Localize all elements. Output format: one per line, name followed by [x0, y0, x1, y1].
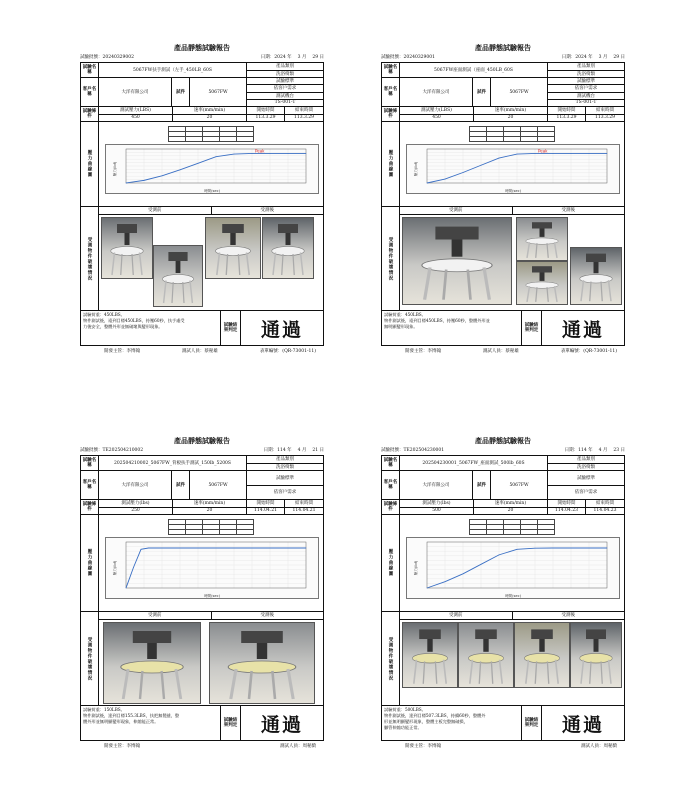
- speed-value: 20: [206, 508, 213, 514]
- note-line: 試驗荷重：500LBS。: [384, 707, 426, 712]
- condition-label: 試驗條件: [81, 500, 99, 514]
- tester-sign: 測試人員：周秘騎: [280, 744, 316, 749]
- peak-annotation: Peak: [255, 148, 265, 154]
- start-value: 113.3.29: [255, 115, 276, 121]
- series-point: [427, 588, 428, 589]
- load-label: 測試壓力(LBS): [400, 107, 473, 115]
- pressure-chart: [400, 515, 624, 611]
- series-point: [216, 156, 217, 157]
- series-point: [589, 153, 590, 154]
- chart-label: 壓力曲線圖: [388, 549, 393, 577]
- after-label: 受測後: [513, 612, 625, 620]
- report-meta: [80, 447, 324, 455]
- test-photo: [514, 622, 570, 688]
- series-point: [481, 564, 482, 565]
- sample-label: 試驗名稱: [81, 63, 99, 77]
- photo-area: [99, 215, 323, 310]
- test-photo: [153, 245, 203, 307]
- end-label: 結束時間: [285, 107, 323, 115]
- start-value: 114.04.21: [254, 508, 277, 514]
- model-label: 試件: [172, 78, 190, 106]
- sample-label: 試驗名稱: [382, 63, 400, 77]
- before-label: 受測前: [99, 612, 212, 620]
- model-value: 5067FW: [190, 471, 247, 499]
- form-number: 表單編號：(QR-73001-11): [560, 349, 617, 354]
- note-line: 物件測試後，達到目標155.3LBS，扶把無製縫，整: [83, 713, 180, 718]
- series-point: [126, 183, 127, 184]
- result-stamp: 通過: [260, 713, 303, 736]
- series-point: [571, 153, 572, 154]
- y-axis-label: 壓力(lbf): [414, 560, 418, 576]
- series-point: [126, 588, 127, 589]
- sample-label: 試驗名稱: [81, 456, 99, 470]
- machine-label: 測試機台: [548, 93, 624, 100]
- y-axis-label: 壓力(lbf): [113, 161, 117, 177]
- note-line: 物件測試後，遠到目標450LBS，持壓60秒，扶手處受: [83, 318, 185, 323]
- series-point: [553, 153, 554, 154]
- series-point: [276, 548, 277, 549]
- standard-label: 試驗標準: [548, 471, 624, 486]
- report-table: [80, 62, 324, 346]
- series-point: [234, 154, 235, 155]
- category-value: 洗浴椅類: [276, 71, 294, 77]
- standard-label: 試驗標準: [548, 78, 624, 85]
- machine-label: 測試機台: [247, 93, 323, 100]
- report-date: 114 年 4 月 23 日: [578, 448, 625, 453]
- report-no-label: 試驗批號：: [80, 448, 103, 453]
- report-footer: [80, 741, 324, 751]
- pressure-chart: [400, 122, 624, 206]
- date-label: 日期：: [263, 448, 278, 453]
- sample-name: 202504210002_5067FW_背板扶手測試_150lb_5200S: [99, 456, 247, 470]
- start-value: 114.04.23: [555, 508, 578, 514]
- report-meta: [381, 447, 625, 455]
- end-value: 113.3.29: [594, 115, 616, 121]
- pressure-chart: [99, 515, 323, 611]
- start-value: 113.3.29: [556, 115, 577, 121]
- start-label: 開始時間: [247, 107, 284, 115]
- end-label: 結束時間: [285, 500, 323, 508]
- report-table: [381, 62, 625, 346]
- speed-label: 速率(mm/min): [173, 107, 246, 115]
- x-axis-label: 時間(sec): [504, 594, 522, 598]
- report-date: 2024 年 3 月 29 日: [274, 55, 324, 60]
- model-label: 試件: [172, 471, 190, 499]
- series-point: [535, 153, 536, 154]
- condition-label: 試驗條件: [382, 107, 400, 121]
- load-label: 測試壓力(lbs): [400, 500, 473, 508]
- speed-value: 20: [206, 115, 213, 121]
- report-no: TE202504210002: [102, 448, 144, 453]
- note-line: 物件測試後，遠到目標450LBS，持壓60秒，整體外形並: [384, 318, 490, 323]
- test-photo: [103, 622, 201, 704]
- manager-sign: 開發主管：李博翰: [104, 349, 140, 354]
- report-footer: [381, 346, 625, 356]
- form-number: 表單編號：(QR-73001-11): [259, 349, 316, 354]
- photo-area: [400, 620, 624, 705]
- sample-name: 5067FW扶手測試（左手_450LB_60S: [99, 63, 247, 77]
- manager-sign: 開發主管：李博翰: [104, 744, 140, 749]
- series-point: [198, 163, 199, 164]
- series-point: [499, 555, 500, 556]
- note-line: 試驗荷重：150LBS。: [83, 707, 125, 712]
- customer-name: 大洋有限公司: [99, 471, 172, 499]
- speed-value: 20: [507, 115, 514, 121]
- note-line: 無明顯變形現象。: [384, 324, 418, 329]
- standard-value: 依客戶需求: [574, 490, 598, 496]
- series-point: [216, 548, 217, 549]
- series-point: [162, 175, 163, 176]
- load-value: 450: [131, 115, 140, 121]
- test-photo: [570, 247, 622, 305]
- tester-sign: 測試人員：周秘騎: [581, 744, 617, 749]
- customer-label: 客戶名稱: [81, 471, 99, 499]
- test-photo: [458, 622, 514, 688]
- report-no: TE202504230001: [403, 448, 445, 453]
- judge-label: 試驗結果判定: [522, 706, 542, 740]
- series-point: [517, 154, 518, 155]
- pressure-curve-plot: [406, 144, 620, 194]
- series-point: [571, 548, 572, 549]
- standard-label: 試驗標準: [247, 78, 323, 85]
- category-label: 產品類別: [548, 456, 624, 464]
- test-notes: [81, 311, 221, 345]
- report-no: 20240329002: [102, 55, 134, 60]
- x-axis-label: 時間(sec): [203, 594, 221, 598]
- pressure-curve-plot: [105, 144, 319, 194]
- y-axis-label: 壓力(lbf): [113, 560, 117, 576]
- series-point: [427, 183, 428, 184]
- test-notes: [81, 706, 221, 740]
- after-label: 受測後: [513, 207, 625, 215]
- series-point: [306, 548, 307, 549]
- load-label: 測試壓力(lbs): [99, 500, 172, 508]
- date-label: 日期：: [564, 448, 579, 453]
- test-notes: [382, 311, 522, 345]
- series-point: [144, 180, 145, 181]
- end-value: 114.04.21: [292, 508, 316, 514]
- standard-label: 試驗標準: [247, 471, 323, 486]
- test-photo: [209, 622, 315, 704]
- category-value: 洗浴椅類: [577, 464, 595, 470]
- series-point: [445, 179, 446, 180]
- note-line: 體外形並無明顯變形現象，伸縮能正常。: [83, 719, 159, 724]
- series-point: [288, 153, 289, 154]
- customer-label: 客戶名稱: [382, 471, 400, 499]
- report-no-label: 試驗批號：: [381, 55, 404, 60]
- note-line: 試驗荷重：450LBS。: [83, 312, 125, 317]
- result-stamp: 通過: [260, 318, 303, 341]
- x-axis-label: 時間(sec): [504, 189, 522, 193]
- category-label: 產品類別: [247, 456, 323, 464]
- report-title: 產品靜態試驗報告: [174, 43, 230, 52]
- speed-label: 速率(mm/min): [173, 500, 246, 508]
- after-label: 受測後: [212, 207, 324, 215]
- series-point: [156, 548, 157, 549]
- test-photo: [402, 622, 458, 688]
- before-label: 受測前: [99, 207, 212, 215]
- test-report: [80, 435, 324, 751]
- report-meta: [80, 54, 324, 62]
- standard-value: 依客戶需求: [273, 490, 297, 496]
- test-report: [381, 435, 625, 751]
- model-label: 試件: [473, 78, 491, 106]
- series-point: [607, 153, 608, 154]
- report-no-label: 試驗批號：: [381, 448, 404, 453]
- photo-label: 受測物件破壞情況: [87, 636, 92, 681]
- judge-label: 試驗結果判定: [221, 706, 241, 740]
- series-point: [463, 573, 464, 574]
- report-date: 114 年 4 月 21 日: [277, 448, 324, 453]
- series-point: [589, 548, 590, 549]
- judge-label: 試驗結果判定: [221, 311, 241, 345]
- report-no-label: 試驗批號：: [80, 55, 103, 60]
- test-photo: [516, 217, 568, 261]
- model-value: 5067FW: [491, 471, 548, 499]
- note-line: 試驗荷重：450LBS。: [384, 312, 426, 317]
- sample-name: 202504230001_5067FW_座面測試_500lb_60S: [400, 456, 548, 470]
- end-value: 113.3.29: [293, 115, 315, 121]
- report-table: [381, 455, 625, 741]
- x-axis-label: 時間(sec): [203, 189, 221, 193]
- chart-label: 壓力曲線圖: [87, 549, 92, 577]
- machine-value: TS-001-T: [274, 100, 296, 106]
- chart-label: 壓力曲線圖: [388, 150, 393, 178]
- pressure-curve-plot: [406, 537, 620, 599]
- series-point: [148, 548, 149, 549]
- series-point: [535, 548, 536, 549]
- customer-name: 大洋有限公司: [99, 78, 172, 106]
- category-value: 洗浴椅類: [577, 71, 595, 77]
- after-label: 受測後: [212, 612, 324, 620]
- series-point: [186, 548, 187, 549]
- note-line: 腳管伸縮功能正常。: [384, 725, 422, 730]
- series-point: [517, 549, 518, 550]
- report-title: 產品靜態試驗報告: [174, 436, 230, 445]
- standard-value: 依客戶需求: [548, 85, 624, 92]
- end-value: 114.04.23: [593, 508, 617, 514]
- test-photo: [402, 217, 512, 305]
- report-footer: [80, 346, 324, 356]
- test-photo: [516, 261, 568, 305]
- date-label: 日期：: [561, 55, 576, 60]
- photo-area: [400, 215, 624, 310]
- photo-label: 受測物件破壞情況: [87, 236, 92, 281]
- photo-label: 受測物件破壞情況: [388, 636, 393, 681]
- report-title: 產品靜態試驗報告: [475, 43, 531, 52]
- report-no: 20240329001: [403, 55, 435, 60]
- category-value: 洗浴椅類: [276, 464, 294, 470]
- note-line: 力後安全，整體外形並無破壞與變形現象。: [83, 324, 163, 329]
- pressure-chart: [99, 122, 323, 206]
- start-label: 開始時間: [548, 500, 585, 508]
- before-label: 受測前: [400, 207, 513, 215]
- pressure-curve-plot: [105, 537, 319, 599]
- series-point: [553, 548, 554, 549]
- result-summary-table: [168, 519, 254, 535]
- start-label: 開始時間: [548, 107, 585, 115]
- customer-name: 大洋有限公司: [400, 471, 473, 499]
- speed-value: 20: [507, 508, 514, 514]
- report-title: 產品靜態試驗報告: [475, 436, 531, 445]
- end-label: 結束時間: [586, 107, 624, 115]
- end-label: 結束時間: [586, 500, 624, 508]
- report-table: [80, 455, 324, 741]
- result-summary-table: [469, 126, 555, 142]
- test-photo: [570, 622, 622, 688]
- photo-area: [99, 620, 323, 705]
- standard-value: 依客戶需求: [247, 85, 323, 92]
- report-date: 2024 年 3 月 29 日: [575, 55, 625, 60]
- result-stamp: 通過: [561, 318, 604, 341]
- series-point: [252, 153, 253, 154]
- speed-label: 速率(mm/min): [474, 500, 547, 508]
- sample-name: 5067FW座面測試（座面_450LB_60S: [400, 63, 548, 77]
- series-point: [463, 172, 464, 173]
- customer-label: 客戶名稱: [81, 78, 99, 106]
- model-value: 5067FW: [190, 78, 247, 106]
- manager-sign: 開發主管：李博翰: [405, 349, 441, 354]
- note-line: 形並無明顯變形現象，整體主板完整無破損，: [384, 719, 468, 724]
- manager-sign: 開發主管：李博翰: [405, 744, 441, 749]
- series-point: [133, 567, 134, 568]
- result-stamp: 通過: [561, 713, 604, 736]
- series-point: [481, 165, 482, 166]
- customer-label: 客戶名稱: [382, 78, 400, 106]
- series-point: [141, 549, 142, 550]
- sample-label: 試驗名稱: [382, 456, 400, 470]
- test-photo: [262, 217, 314, 279]
- condition-label: 試驗條件: [81, 107, 99, 121]
- category-label: 產品類別: [247, 63, 323, 71]
- model-label: 試件: [473, 471, 491, 499]
- customer-name: 大洋有限公司: [400, 78, 473, 106]
- tester-sign: 測試人員：蔡秘雄: [181, 349, 218, 354]
- peak-annotation: Peak: [538, 148, 548, 154]
- series-point: [306, 153, 307, 154]
- series-point: [499, 158, 500, 159]
- photo-label: 受測物件破壞情況: [388, 236, 393, 281]
- test-photo: [101, 217, 153, 279]
- machine-value: TS-001-T: [575, 100, 597, 106]
- load-value: 250: [131, 508, 140, 514]
- test-notes: [382, 706, 522, 740]
- test-report: [381, 42, 625, 356]
- report-meta: [381, 54, 625, 62]
- result-summary-table: [469, 519, 555, 535]
- test-report: [80, 42, 324, 356]
- series-point: [180, 170, 181, 171]
- series-point: [270, 153, 271, 154]
- model-value: 5067FW: [491, 78, 548, 106]
- result-summary-table: [168, 126, 254, 142]
- before-label: 受測前: [400, 612, 513, 620]
- date-label: 日期：: [260, 55, 275, 60]
- condition-label: 試驗條件: [382, 500, 400, 514]
- series-point: [246, 548, 247, 549]
- tester-sign: 測試人員：蔡秘雄: [482, 349, 519, 354]
- speed-label: 速率(mm/min): [474, 107, 547, 115]
- load-value: 450: [432, 115, 441, 121]
- judge-label: 試驗結果判定: [522, 311, 542, 345]
- chart-label: 壓力曲線圖: [87, 150, 92, 178]
- start-label: 開始時間: [247, 500, 284, 508]
- series-point: [607, 548, 608, 549]
- category-label: 產品類別: [548, 63, 624, 71]
- y-axis-label: 壓力(lbf): [414, 161, 418, 177]
- load-label: 測試壓力(LBS): [99, 107, 172, 115]
- test-photo: [205, 217, 261, 279]
- note-line: 物件測試後，達到目標507.3LBS，持續60秒，整體外: [384, 713, 486, 718]
- load-value: 500: [432, 508, 441, 514]
- series-point: [445, 581, 446, 582]
- report-footer: [381, 741, 625, 751]
